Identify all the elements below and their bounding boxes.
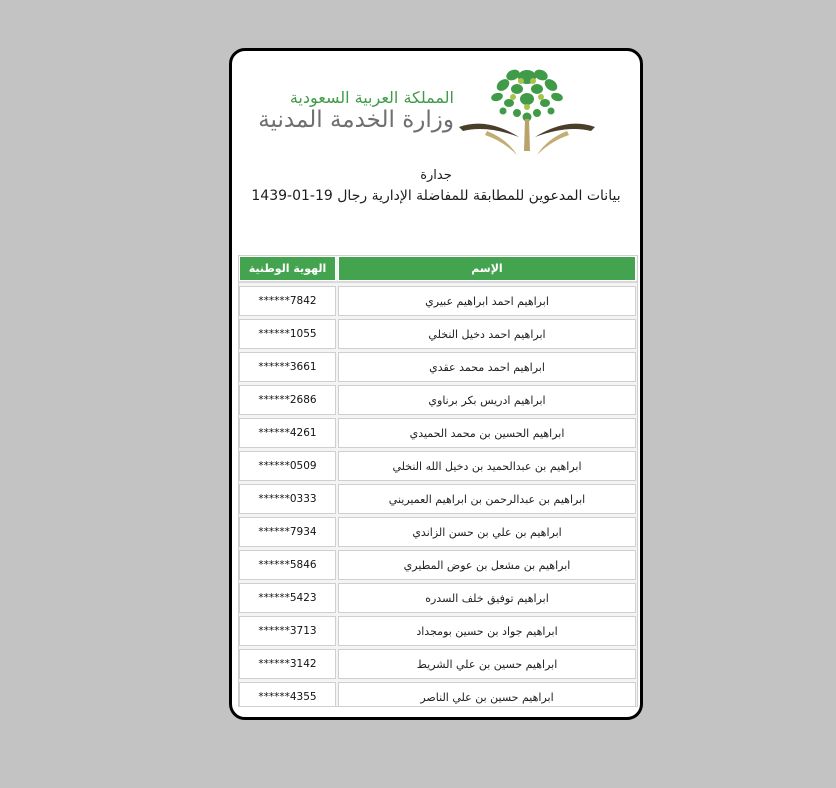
document-title: جدارة bbox=[420, 168, 452, 183]
table-row bbox=[239, 319, 637, 349]
name-cell: ابراهيم ادريس بكر برناوي bbox=[338, 385, 636, 415]
name-cell: ابراهيم احمد محمد عقدي bbox=[338, 352, 636, 382]
document-subtitle: بيانات المدعوين للمطابقة للمفاضلة الإدارية رجال 19-01-1439 bbox=[251, 188, 621, 204]
ministry-logo-text bbox=[258, 88, 454, 133]
national-id-cell: ******5846 bbox=[239, 550, 336, 580]
national-id-cell: ******4355 bbox=[239, 682, 336, 707]
table-row bbox=[239, 616, 637, 646]
name-cell: ابراهيم حسين بن علي الناصر bbox=[338, 682, 636, 707]
national-id-cell: ******1055 bbox=[239, 319, 336, 349]
table-row bbox=[239, 451, 637, 481]
name-cell: ابراهيم توفيق خلف السدره bbox=[338, 583, 636, 613]
table-row bbox=[239, 484, 637, 514]
table-row bbox=[239, 286, 637, 316]
name-cell: ابراهيم الحسين بن محمد الحميدي bbox=[338, 418, 636, 448]
invitees-table bbox=[238, 255, 638, 707]
table-row bbox=[239, 682, 637, 707]
name-cell: ابراهيم احمد دخيل النخلي bbox=[338, 319, 636, 349]
name-cell: ابراهيم احمد ابراهيم عبيري bbox=[338, 286, 636, 316]
table-row bbox=[239, 649, 637, 679]
table-row bbox=[239, 517, 637, 547]
kingdom-name: المملكة العربية السعودية bbox=[289, 88, 454, 107]
name-cell: ابراهيم بن عبدالحميد بن دخيل الله النخلي bbox=[338, 451, 636, 481]
national-id-cell: ******5423 bbox=[239, 583, 336, 613]
table-row bbox=[239, 352, 637, 382]
national-id-cell: ******7842 bbox=[239, 286, 336, 316]
ministry-name: وزارة الخدمة المدنية bbox=[258, 107, 454, 133]
table-row bbox=[239, 550, 637, 580]
national-id-cell: ******0333 bbox=[239, 484, 336, 514]
name-cell: ابراهيم بن مشعل بن عوض المطيري bbox=[338, 550, 636, 580]
national-id-cell: ******0509 bbox=[239, 451, 336, 481]
table-body bbox=[239, 286, 637, 707]
table-header bbox=[239, 256, 637, 283]
national-id-cell: ******3713 bbox=[239, 616, 336, 646]
national-id-cell: ******2686 bbox=[239, 385, 336, 415]
document-titles bbox=[232, 168, 640, 204]
national-id-cell: ******3661 bbox=[239, 352, 336, 382]
table-row bbox=[239, 583, 637, 613]
national-id-cell: ******4261 bbox=[239, 418, 336, 448]
document-frame bbox=[229, 48, 643, 720]
name-cell: ابراهيم بن عبدالرحمن بن ابراهيم العميريني bbox=[338, 484, 636, 514]
ministry-emblem-icon bbox=[457, 59, 597, 159]
national-id-cell: ******3142 bbox=[239, 649, 336, 679]
name-cell: ابراهيم جواد بن حسين بومجداد bbox=[338, 616, 636, 646]
table-row bbox=[239, 385, 637, 415]
national-id-cell: ******7934 bbox=[239, 517, 336, 547]
table-row bbox=[239, 418, 637, 448]
header-national-id: الهوية الوطنية bbox=[239, 256, 336, 281]
name-cell: ابراهيم بن علي بن حسن الزاندي bbox=[338, 517, 636, 547]
header-name: الإسم bbox=[338, 256, 636, 281]
name-cell: ابراهيم حسين بن علي الشريط bbox=[338, 649, 636, 679]
